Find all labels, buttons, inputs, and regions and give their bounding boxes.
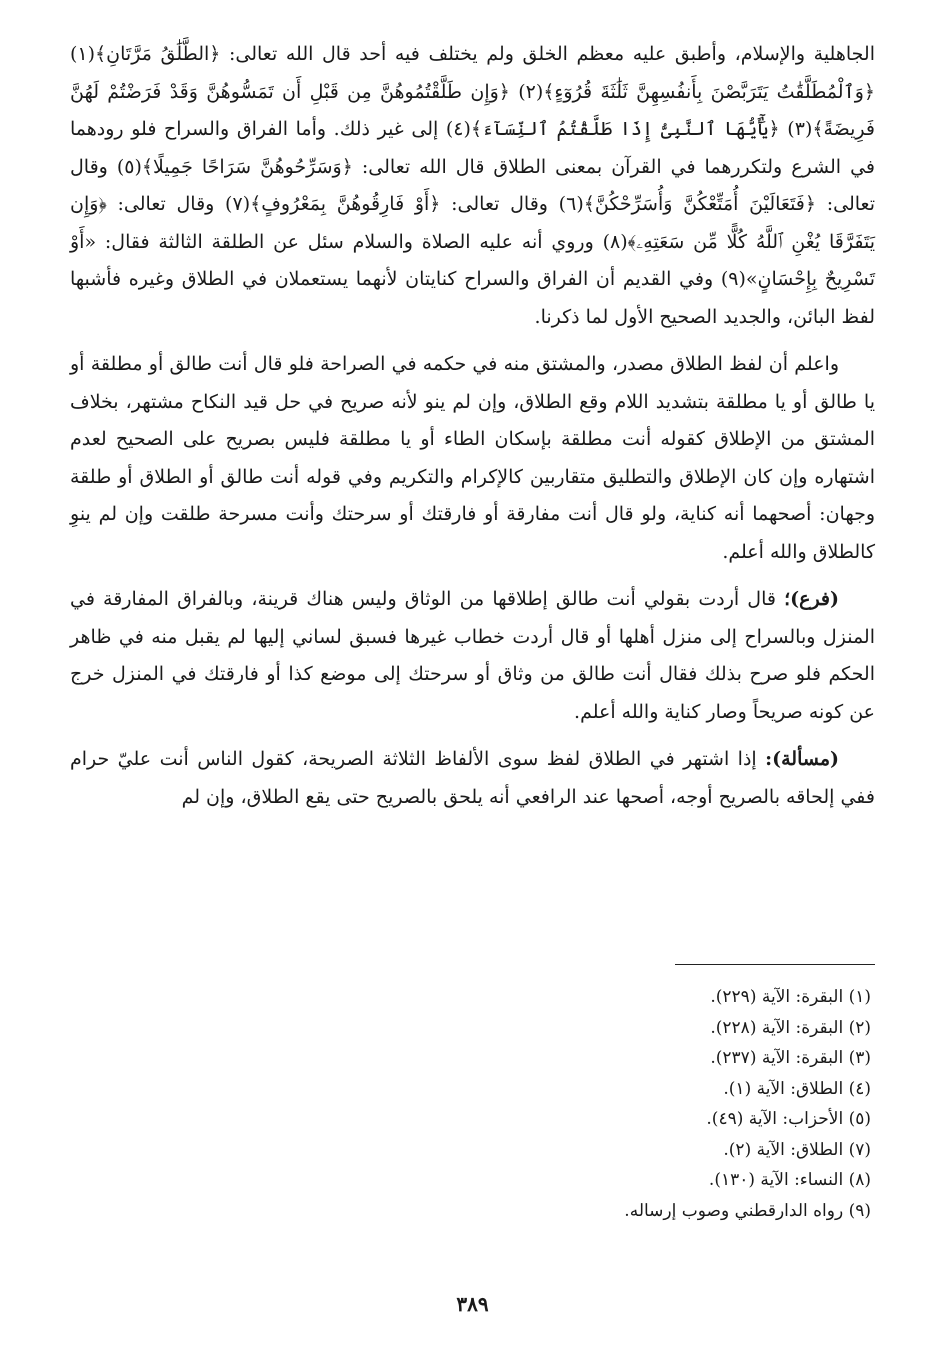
page-number: ٣٨٩ bbox=[456, 1292, 489, 1316]
section-label-far: (فرع)؛ bbox=[784, 588, 839, 610]
footnotes-list bbox=[171, 982, 871, 1226]
paragraph-text: إذا اشتهر في الطلاق لفظ سوى الألفاظ الثلاثة الصريحة، كقول الناس أنت عليّ حرام ففي إلحاقه بالصريح أوجه، أصحها عند الرافعي أنه يلحق بالصريح حتى يقع الطلاق، وإن لم bbox=[70, 748, 875, 808]
footnote-1: (١) البقرة: الآية (٢٢٩). bbox=[710, 987, 871, 1007]
paragraph-text: واعلم أن لفظ الطلاق مصدر، والمشتق منه في حكمه في الصراحة فلو قال أنت طالق أو مطلقة أو يا طالق أو يا مطلقة بتشديد اللام وقع الطلاق، وإن لم ينو لأنه صريح في حل قيد النكاح مشتهر، بخلاف المشتق من الإطلاق كقوله أنت مطلقة بإسكان الطاء أو يا مطلقة فليس بصريح على الصحيح لعدم اشتهاره وإن كان الإطلاق والتطليق متقاربين كالإكرام والتكريم وفي قوله أنت طالق أو الطلاق أو طلقة وجهان: أصحهما أنه كناية، ولو قال أنت مفارقة أو فارقتك أو سرحتك وأنت مسرحة طلقت وإن لم ينوِ كالطلاق والله أعلم. bbox=[70, 353, 875, 563]
footnote-7: (٧) الطلاق: الآية (٢). bbox=[723, 1139, 871, 1160]
footnote-separator bbox=[675, 964, 875, 965]
main-text bbox=[70, 36, 875, 826]
paragraph-2 bbox=[70, 346, 875, 571]
footnote-3: (٣) البقرة: الآية (٢٣٧). bbox=[710, 1048, 871, 1068]
section-label-masala: (مسألة): bbox=[765, 748, 839, 770]
footnote-2: (٢) البقرة: الآية (٢٢٨). bbox=[710, 1017, 871, 1038]
paragraph-text: قال أردت بقولي أنت طالق إطلاقها من الوثاق وليس هناك قرينة، وبالفراق المفارقة في المنزل وبالسراح إلى منزل أهلها أو قال أردت خطاب غيرها فسبق لساني إليها لم يقبل منه في ظاهر الحكم فلو صرح بذلك فقال أنت طالق من وثاق أو سرحتك إلى موضع كذا أو فارقتك في المنزل خرج عن كونه صريحاً وصار كناية والله أعلم. bbox=[70, 588, 875, 723]
footnote-8: (٨) النساء: الآية (١٣٠). bbox=[708, 1170, 871, 1190]
footnote-9: (٩) رواه الدارقطني وصوب إرساله. bbox=[624, 1200, 871, 1221]
footnote-5: (٥) الأحزاب: الآية (٤٩). bbox=[706, 1109, 871, 1129]
paragraph-3 bbox=[70, 581, 875, 731]
paragraph-1 bbox=[70, 36, 875, 336]
footnote-4: (٤) الطلاق: الآية (١). bbox=[723, 1078, 871, 1099]
paragraph-text: الجاهلية والإسلام، وأطبق عليه معظم الخلق ولم يختلف فيه أحد قال الله تعالى: ﴿الطَّلَٰقُ مَرَّتَانِ﴾(١) ﴿وَٱلْمُطَلَّقَٰتُ يَتَرَبَّصْنَ بِأَنفُسِهِنَّ ثَلَٰثَةَ قُرُوٓءٍ﴾(٢) ﴿وَإِن طَلَّقْتُمُوهُنَّ مِن قَبْلِ أَن تَمَسُّوهُنَّ وَقَدْ فَرَضْتُمْ لَهُنَّ فَرِيضَةً﴾(٣) ﴿يَٰٓأَيُّهَا ٱلنَّبِىُّ إِذَا طَلَّقْتُمُ ٱلنِّسَآءَ﴾(٤) إلى غير ذلك. وأما الفراق والسراح فلو رودهما في الشرع ولتكررهما في القرآن بمعنى الطلاق قال الله تعالى: ﴿وَسَرِّحُوهُنَّ سَرَاحًا جَمِيلًا﴾(٥) وقال تعالى: ﴿فَتَعَالَيْنَ أُمَتِّعْكُنَّ وَأُسَرِّحْكُنَّ﴾(٦) وقال تعالى: ﴿أَوْ فَارِقُوهُنَّ بِمَعْرُوفٍ﴾(٧) وقال تعالى: ﴿وَإِن يَتَفَرَّقَا يُغْنِ ٱللَّهُ كُلًّا مِّن سَعَتِهِۦ﴾(٨) وروي أنه عليه الصلاة والسلام سئل عن الطلقة الثالثة فقال: «أَوْ تَسْرِيحٌ بِإِحْسَانٍ»(٩) وفي القديم أن الفراق والسراح كنايتان لأنهما يستعملان في الطلاق وغيره فأشبها لفظ البائن، والجديد الصحيح الأول لما ذكرنا. bbox=[70, 43, 876, 328]
paragraph-4 bbox=[70, 741, 875, 816]
